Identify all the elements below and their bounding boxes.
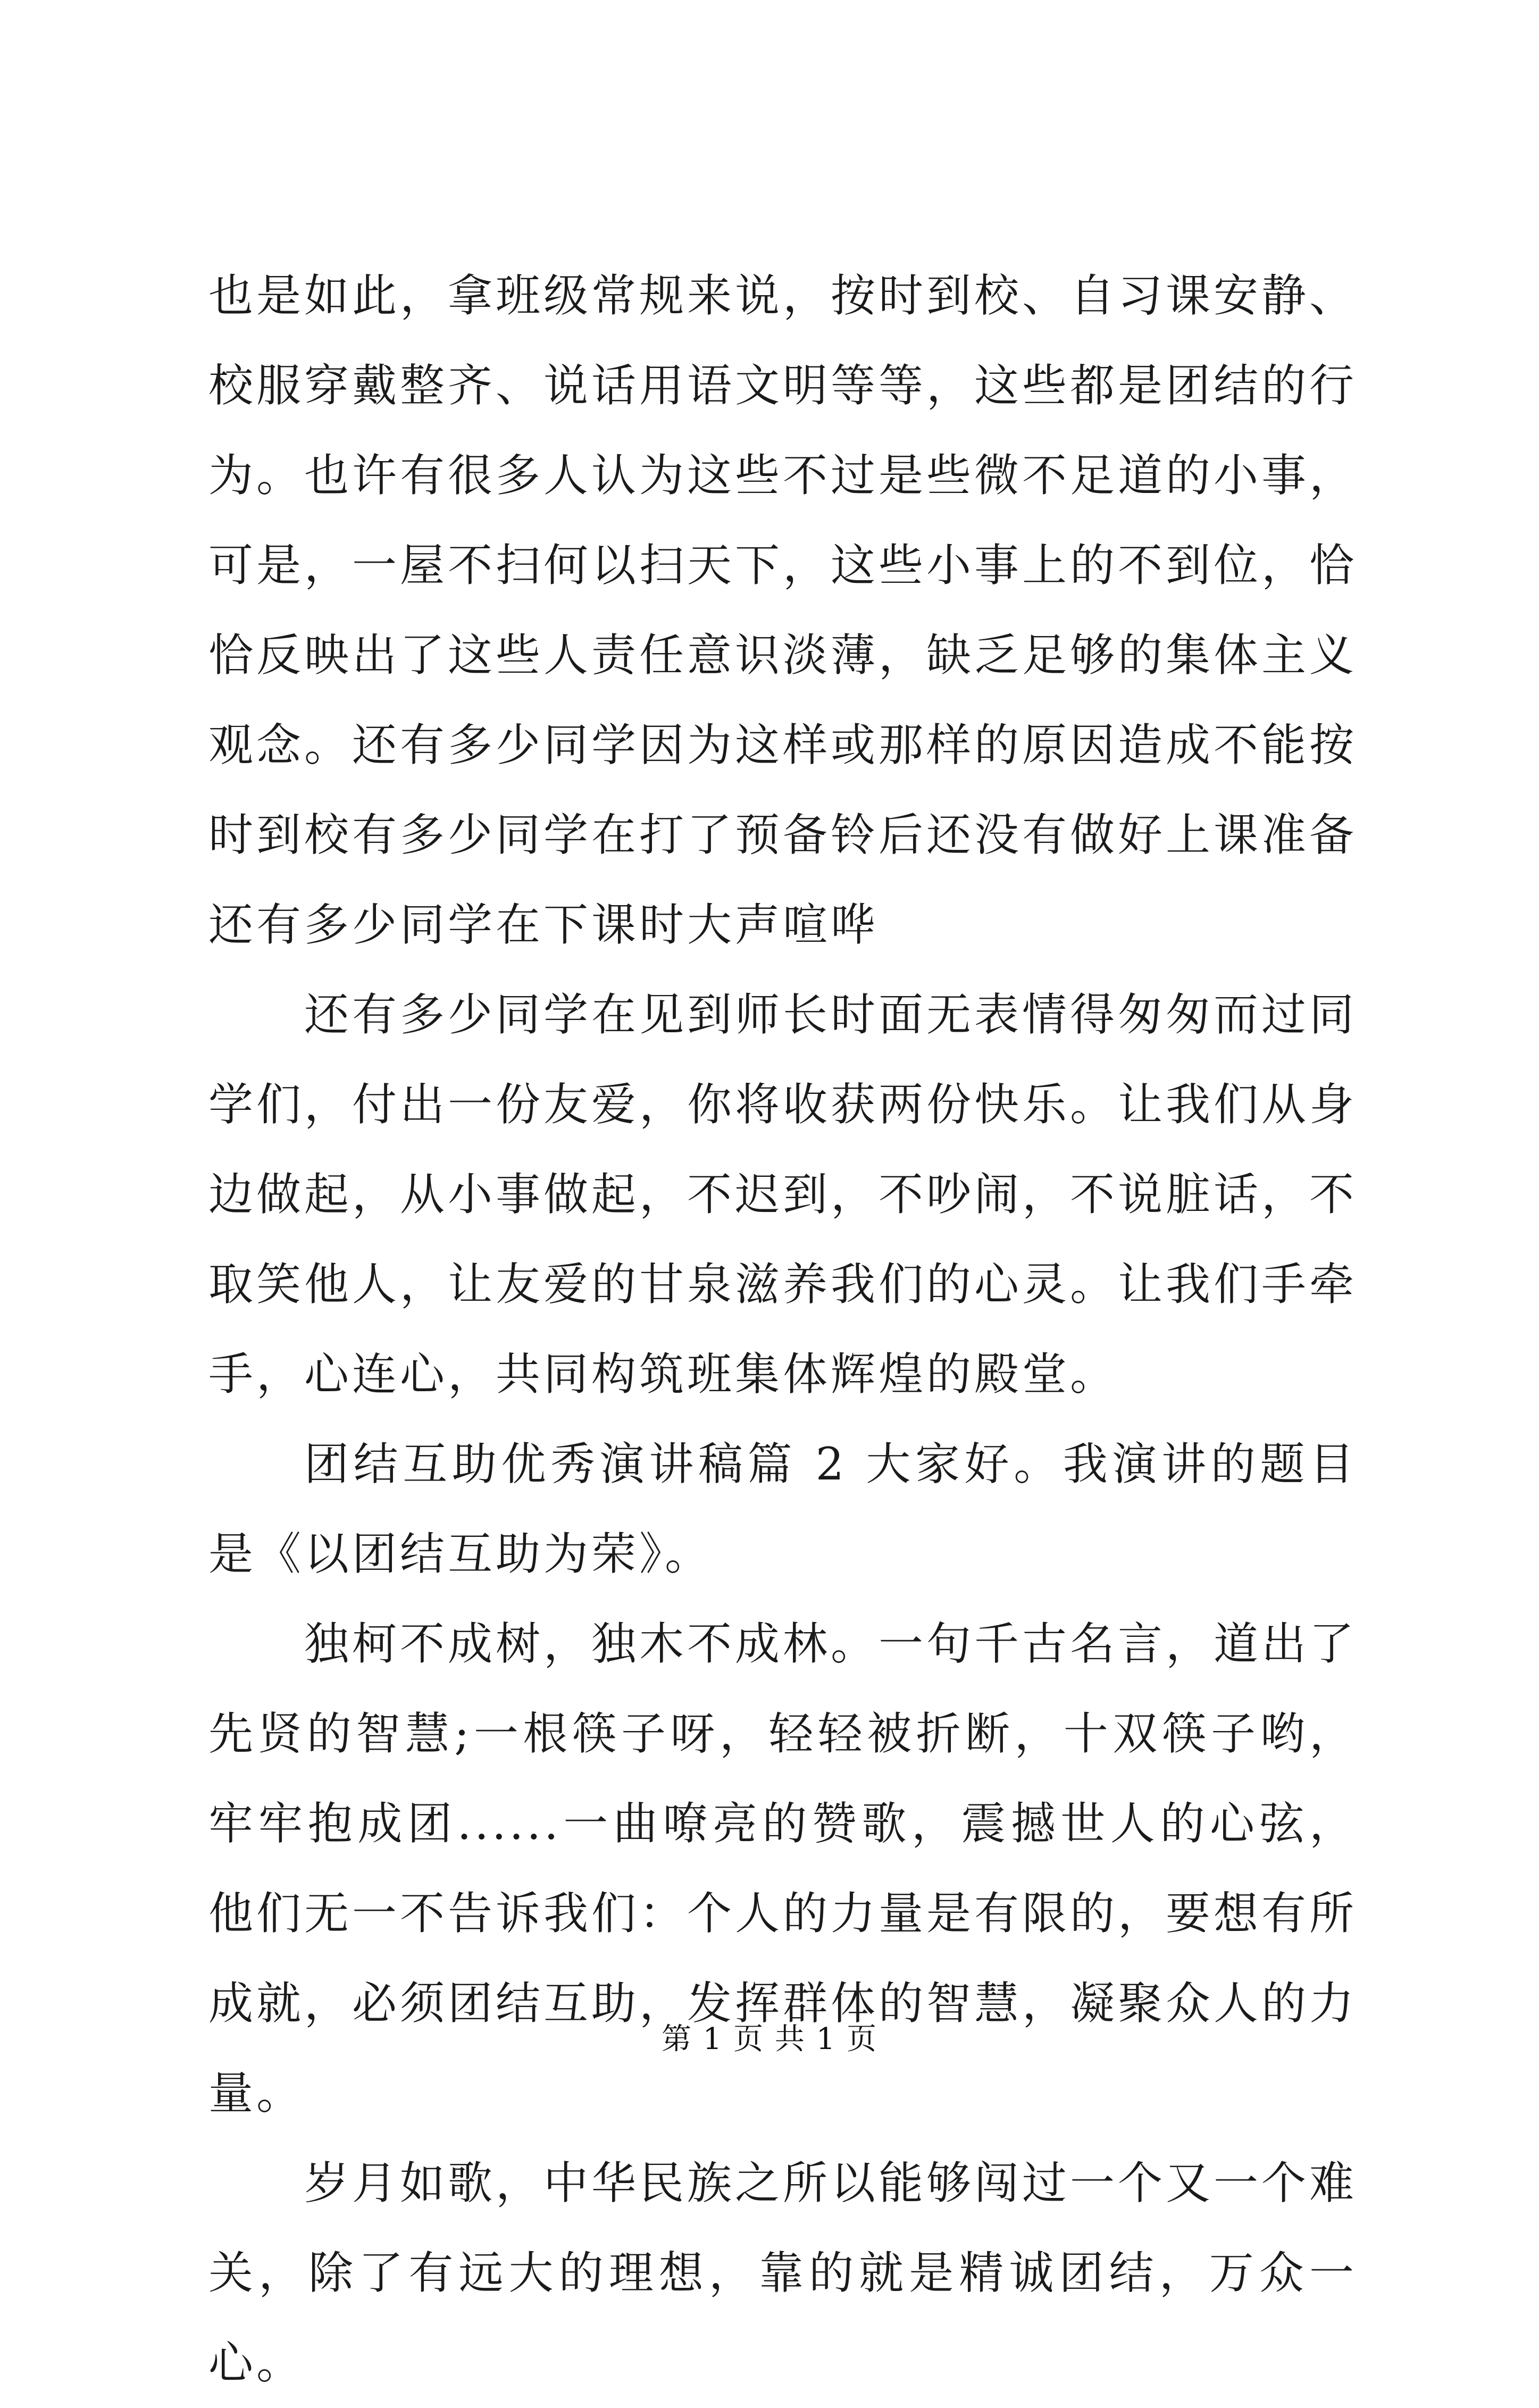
paragraph-2: 还有多少同学在见到师长时面无表情得匆匆而过同学们，付出一份友爱，你将收获两份快乐。让我们从身边做起，从小事做起，不迟到，不吵闹，不说脏话，不取笑他人，让友爱的甘泉滋养我们的心灵。让我们手牵手，心连心，共同构筑班集体辉煌的殿堂。 (208, 989, 1358, 1400)
document-body (208, 251, 1357, 2408)
paragraph-5: 岁月如歌，中华民族之所以能够闯过一个又一个难关，除了有远大的理想，靠的就是精诚团结，万众一心。 (208, 2157, 1358, 2389)
page-footer: 第 1 页 共 1 页 (661, 2022, 878, 2056)
paragraph-1: 也是如此，拿班级常规来说，按时到校、自习课安静、校服穿戴整齐、说话用语文明等等，这些都是团结的行为。也许有很多人认为这些不过是些微不足道的小事，可是，一屋不扫何以扫天下，这些小事上的不到位，恰恰反映出了这些人责任意识淡薄，缺乏足够的集体主义观念。还有多少同学因为这样或那样的原因造成不能按时到校有多少同学在打了预备铃后还没有做好上课准备还有多少同学在下课时大声喧哗 (208, 270, 1358, 951)
paragraph-3: 团结互助优秀演讲稿篇 2 大家好。我演讲的题目是《以团结互助为荣》。 (208, 1438, 1357, 1580)
paragraph-4: 独柯不成树，独木不成林。一句千古名言，道出了先贤的智慧;一根筷子呀，轻轻被折断，十双筷子哟，牢牢抱成团......一曲嘹亮的赞歌，震撼世人的心弦，他们无一不告诉我们：个人的力量是有限的，要想有所成就，必须团结互助，发挥群体的智慧，凝聚众人的力量。 (208, 1618, 1358, 2119)
